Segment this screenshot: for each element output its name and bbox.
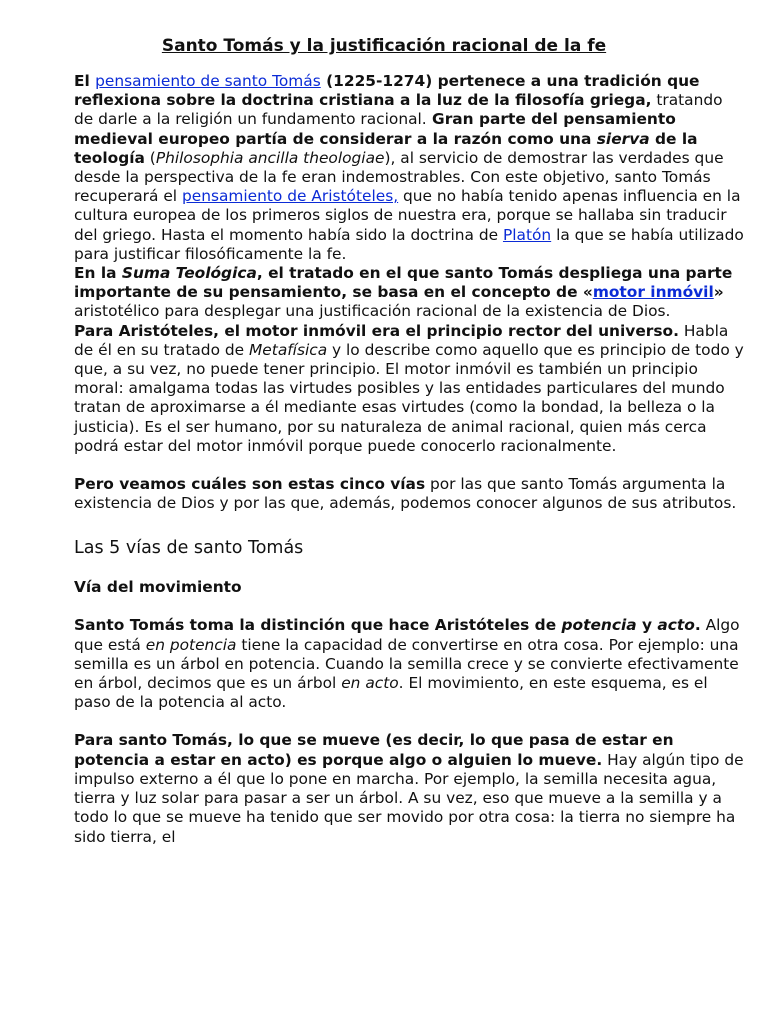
text: ), al servicio de demostrar las verdades que desde la perspectiva de la fe eran indemostrables. Con este objetivo, santo Tomás recuperará el — [74, 148, 724, 206]
text-bold: Pero veamos cuáles son estas cinco vías — [74, 475, 426, 494]
text: tratando de darle a la religión un fundamento racional. — [74, 91, 723, 129]
link-pensamiento-santo-tomas[interactable]: pensamiento de santo Tomás — [95, 72, 321, 90]
text-italic: Philosophia ancilla theologiae — [155, 148, 385, 167]
paragraph-intro — [74, 72, 744, 264]
text: y lo describe como aquello que es principio de todo y que, a su vez, no puede tener principio. El motor inmóvil es también un principio moral: amalgama todas las virtudes posibles y las entidades particulares del mundo tratan de aproximarse a él mediante esas virtudes (como la bondad, la belleza o la justicia). Es el ser humano, por su naturaleza de animal racional, quien más cerca podrá estar del motor inmóvil porque puede conocerlo racionalmente. — [74, 340, 744, 455]
text: aristotélico para desplegar una justificación racional de la existencia de Dios. — [74, 302, 671, 321]
text-bold-italic: sierva — [596, 129, 650, 148]
text-bold: Para santo Tomás, lo que se mueve (es decir, lo que pasa de estar en potencia a estar en acto) es porque algo o alguien lo mueve. — [74, 731, 674, 769]
text: ( — [144, 148, 156, 167]
text: . El movimiento, en este esquema, es el paso de la potencia al acto. — [74, 674, 708, 712]
paragraph-potencia-acto — [74, 616, 744, 712]
link-pensamiento-aristoteles[interactable]: pensamiento de Aristóteles, — [181, 187, 399, 206]
text-bold: Para Aristóteles, el motor inmóvil era el principio rector del universo. — [74, 321, 679, 340]
text-italic: en acto — [341, 674, 399, 693]
text-italic: Metafísica — [249, 340, 328, 359]
text: Habla de él en su tratado de — [74, 321, 729, 359]
text-bold-italic: Suma Teológica — [121, 264, 257, 283]
text: que no había tenido apenas influencia en la cultura europea de los primeros siglos de nuestra era, porque se hallaba sin traducir del griego. Hasta el momento había sido la doctrina de — [74, 187, 741, 244]
text: la que se había utilizado para justificar filosóficamente la fe. — [74, 225, 744, 263]
section-heading: Las 5 vías de santo Tomás — [74, 538, 304, 559]
text: Algo que está — [74, 616, 740, 654]
text-bold: . — [694, 616, 701, 635]
paragraph-suma-teologica — [74, 264, 744, 322]
paragraph-movimiento — [74, 731, 744, 846]
text: por las que santo Tomás argumenta la existencia de Dios y por las que, además, podemos conocer algunos de sus atributos. — [74, 475, 737, 513]
link-motor-inmovil[interactable]: motor inmóvil — [592, 283, 714, 302]
text-bold-italic: potencia — [561, 616, 637, 635]
text-bold-italic: acto — [657, 616, 695, 635]
paragraph-cinco-vias — [74, 475, 744, 513]
text-bold: (1225-1274) pertenece a una tradición que reflexiona sobre la doctrina cristiana a la luz de la filosofía griega, — [74, 72, 700, 110]
text-bold: Santo Tomás toma la distinción que hace Aristóteles de — [74, 616, 562, 635]
text: tiene la capacidad de convertirse en otra cosa. Por ejemplo: una semilla es un árbol en potencia. Cuando la semilla crece y se convierte efectivamente en árbol, decimos que es un árbol — [74, 635, 739, 693]
text-bold: , el tratado en el que santo Tomás despliega una parte importante de su pensamiento, se basa en el concepto de « — [74, 264, 733, 302]
text-bold: El — [74, 72, 96, 90]
text-bold: Gran parte del pensamiento medieval europeo partía de considerar a la razón como una — [74, 110, 676, 148]
paragraph-aristoteles — [74, 322, 744, 456]
link-platon[interactable]: Platón — [502, 225, 552, 244]
subsection-heading: Vía del movimiento — [74, 578, 242, 597]
text-bold: de la teología — [74, 129, 698, 167]
document-body — [74, 72, 744, 847]
document-title: Santo Tomás y la justificación racional de la fe — [161, 36, 607, 56]
text-italic: en potencia — [145, 635, 237, 654]
text: Hay algún tipo de impulso externo a él que lo pone en marcha. Por ejemplo, la semilla necesita agua, tierra y luz solar para pasar a ser un árbol. A su vez, eso que mueve a la semilla y a todo lo que se mueve ha tenido que ser movido por otra cosa: la tierra no siempre ha sido tierra, el — [74, 750, 744, 846]
text-bold: y — [636, 616, 658, 635]
text-bold: » — [713, 283, 724, 302]
text-bold: En la — [74, 264, 122, 283]
